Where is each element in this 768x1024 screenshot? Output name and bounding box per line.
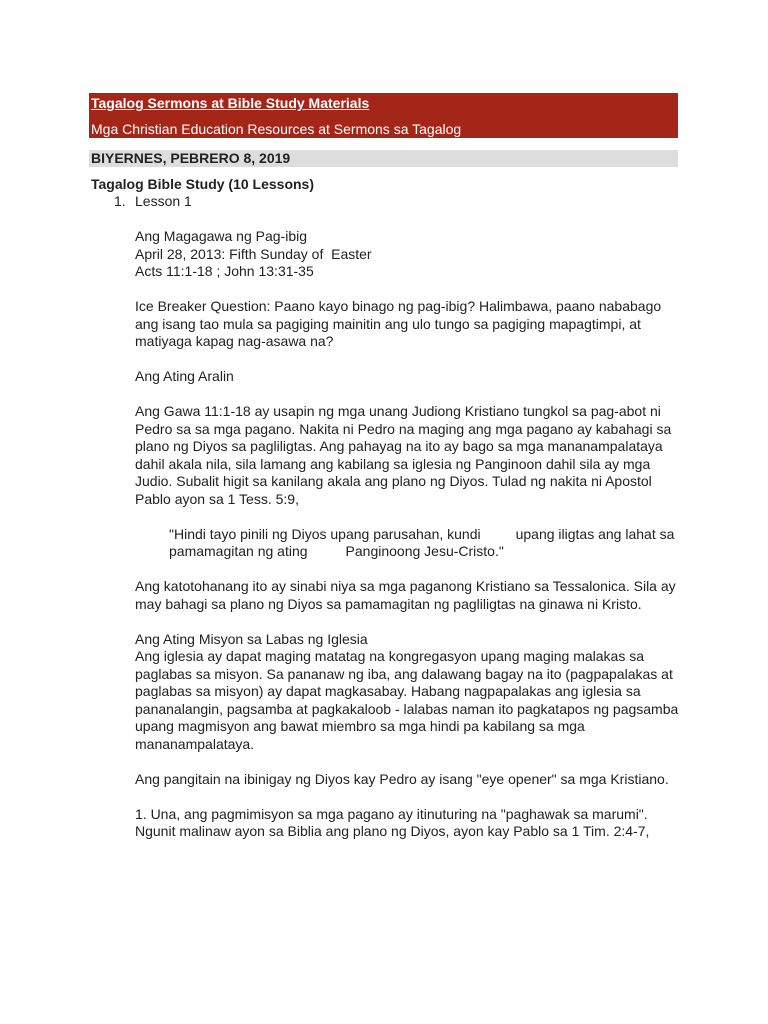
quote-block bbox=[135, 526, 680, 561]
blog-header-banner bbox=[89, 93, 678, 138]
paragraph-una: 1. Una, ang pagmimisyon sa mga pagano ay itinuturing na "paghawak sa marumi". Ngunit malinaw ayon sa Biblia ang plano ng Diyos, ayon kay Pablo sa 1 Tim. 2:4-7, bbox=[135, 805, 650, 839]
paragraph-pangitain: Ang pangitain na ibinigay ng Diyos kay Pedro ay isang "eye opener" sa mga Kristiano. bbox=[135, 770, 669, 787]
post-body bbox=[135, 193, 680, 841]
paragraph-tessalonica: Ang katotohanang ito ay sinabi niya sa mga paganong Kristiano sa Tessalonica. Sila ay may bahagi sa plano ng Diyos sa pamamagitan ng pagliligtas na ginawa ni Kristo. bbox=[135, 578, 676, 612]
blog-description: Mga Christian Education Resources at Sermons sa Tagalog bbox=[91, 121, 462, 137]
section-heading-aralin: Ang Ating Aralin bbox=[135, 368, 234, 384]
date-header-bar bbox=[89, 150, 678, 167]
icebreaker-paragraph: Ice Breaker Question: Paano kayo binago ng pag-ibig? Halimbawa, paano nababago ang isang tao mula sa pagiging mainitin ang ulo tungo sa pagiging mapagtimpi, at matiyaga kapag nag-asawa na? bbox=[135, 298, 662, 349]
post-title: Tagalog Bible Study (10 Lessons) bbox=[91, 176, 315, 192]
quote-part-2: upang iligtas ang lahat sa pamamagitan ng ating bbox=[169, 525, 675, 559]
paragraph-gawa: Ang Gawa 11:1-18 ay usapin ng mga unang Judiong Kristiano tungkol sa pag-abot ni Pedro sa sa mga pagano. Nakita ni Pedro na maging ang mga pagano ay kabahagi sa plano ng Diyos sa pagliligtas. Ang pahayag na ito ay bago sa mga mananampalataya dahil akala nila, sila lamang ang kabilang sa iglesia ng Panginoon dahil sila ay mga Judio. Subalit higit sa kanilang akala ang plano ng Diyos. Tulad ng nakita ni Apostol Pablo ayon sa 1 Tess. 5:9, bbox=[135, 403, 672, 507]
date-header: BIYERNES, PEBRERO 8, 2019 bbox=[91, 150, 291, 166]
lesson-title: Ang Magagawa ng Pag-ibig bbox=[135, 228, 308, 244]
list-number: 1. bbox=[114, 193, 126, 209]
lesson-date: April 28, 2013: Fifth Sunday of Easter bbox=[135, 245, 372, 262]
blog-title-link[interactable]: Tagalog Sermons at Bible Study Materials bbox=[91, 95, 370, 111]
lesson-label: Lesson 1 bbox=[135, 193, 192, 209]
quote-part-3: Panginoong Jesu-Cristo." bbox=[345, 543, 504, 559]
section-heading-misyon: Ang Ating Misyon sa Labas ng Iglesia bbox=[135, 630, 368, 647]
paragraph-iglesia: Ang iglesia ay dapat maging matatag na kongregasyon upang maging malakas sa paglabas sa misyon. Sa pananaw ng iba, ang dalawang bagay na ito (pagpapalakas at paglabas sa misyon) ay dapat magkasabay. Habang nagpapalakas ang iglesia sa pananalangin, pagsamba at pagkakaloob - lalabas naman ito pagkatapos ng pagsamba upang magmisyon ang bawat miembro sa mga hindi pa kabilang sa mga mananampalataya. bbox=[135, 648, 679, 752]
quote-part-1: "Hindi tayo pinili ng Diyos upang parusahan, kundi bbox=[169, 525, 481, 542]
scripture-reference: Acts 11:1-18 ; John 13:31-35 bbox=[135, 263, 314, 279]
